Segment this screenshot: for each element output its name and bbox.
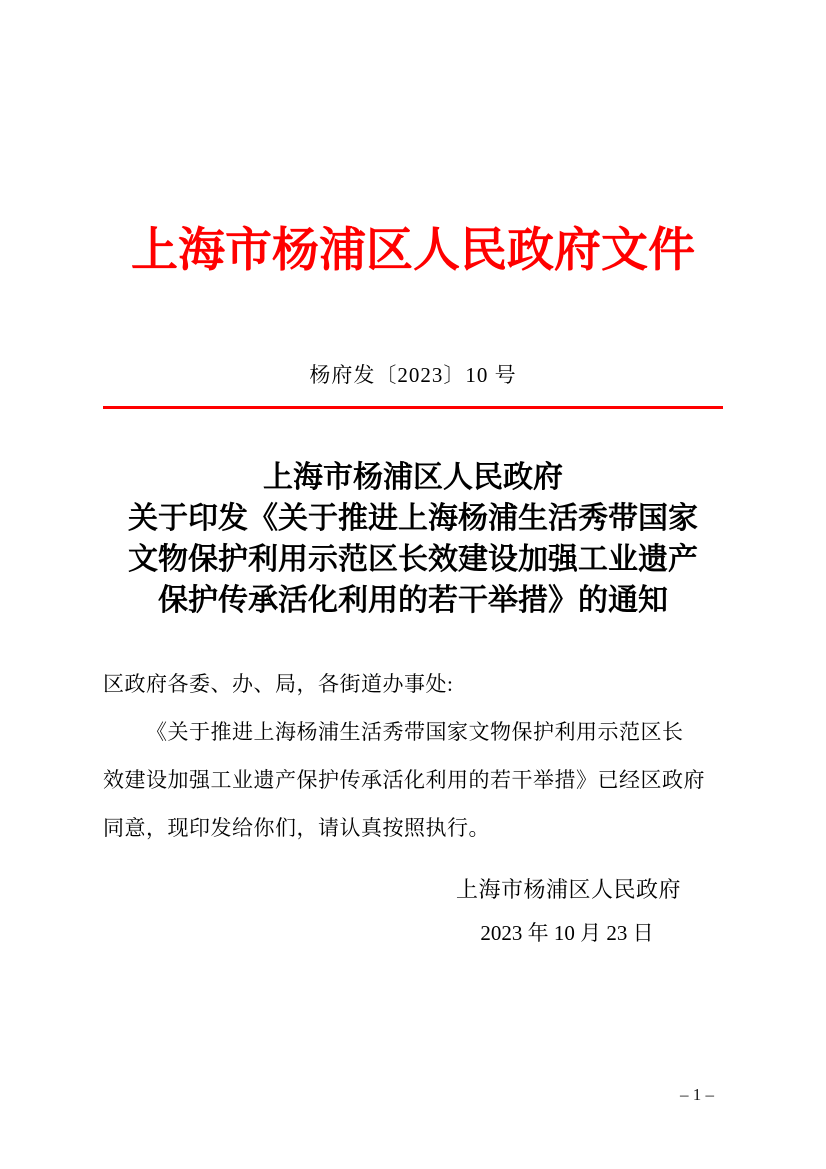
issuing-org-letterhead: 上海市杨浦区人民政府文件 <box>131 225 695 277</box>
signature-date: 2023 年 10 月 23 日 <box>480 921 654 945</box>
signature-block <box>456 874 682 949</box>
salutation-line: 区政府各委、办、局，各街道办事处: <box>103 672 454 696</box>
document-title <box>103 457 723 621</box>
document-body <box>103 660 728 852</box>
body-line-2: 效建设加强工业遗产保护传承活化利用的若干举措》已经区政府 <box>103 768 705 792</box>
document-title-line-1: 上海市杨浦区人民政府 <box>263 461 563 494</box>
body-line-1: 《关于推进上海杨浦生活秀带国家文物保护利用示范区长 <box>146 720 684 744</box>
document-title-line-3: 文物保护利用示范区长效建设加强工业遗产 <box>128 543 698 576</box>
signature-issuer: 上海市杨浦区人民政府 <box>456 877 682 902</box>
page-number: – 1 – <box>680 1085 714 1104</box>
document-reference-number: 杨府发〔2023〕10 号 <box>309 363 517 387</box>
red-separator-line <box>103 406 723 409</box>
body-line-3: 同意，现印发给你们，请认真按照执行。 <box>103 816 490 840</box>
document-title-line-4: 保护传承活化利用的若干举措》的通知 <box>158 584 668 617</box>
document-title-line-2: 关于印发《关于推进上海杨浦生活秀带国家 <box>128 502 698 535</box>
